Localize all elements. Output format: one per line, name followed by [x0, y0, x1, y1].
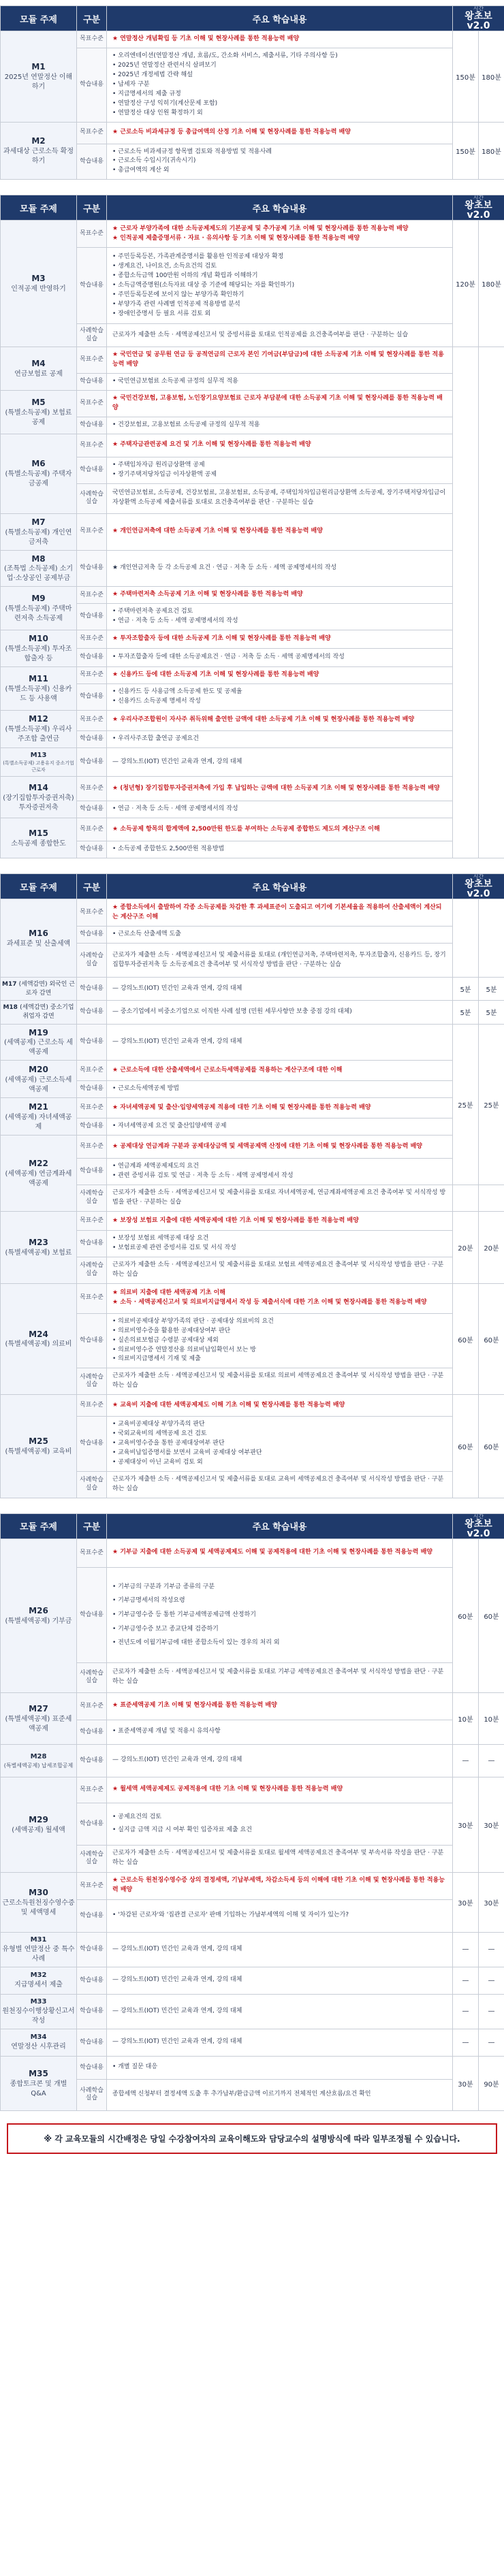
module-items: • 주민등록등본, 가족관계증명서를 활용한 인적공제 대상자 확정 • 생계요건, 나이요건, 소득요건의 검토 • 종합소득금액 100만원 이하의 개념 확립과 이해하기 • 소득금액증명원(소득자료 대상 중 기준에 해당되는 자를 확인하기) • 주민등록등본에 보이지 않는 부양가족 확인하기 • 부양가족 관련 사례별 인적공제 적용방법 분석 • 장애인증명서 등 필요 서류 검토 외: [107, 248, 453, 324]
curriculum-table-section-3: [0, 873, 504, 1498]
category-content: 학습내용: [77, 1967, 107, 1994]
module-title: M3 인적공제 반영하기: [1, 221, 77, 347]
module-title: M19 (세액공제) 근로소득 세액공제: [1, 1024, 77, 1061]
module-title: M6 (특별소득공제) 주택자금공제: [1, 434, 77, 513]
category-content: 학습내용: [77, 730, 107, 747]
module-practice: 근로자가 제출한 소득 · 세액공제신고서 및 제출서류를 토대로 기부금 세액공제요건 충족여부 및 서식작성 방법을 판단 · 구분하는 실습: [107, 1662, 453, 1692]
header-content: 주요 학습내용: [107, 874, 453, 899]
category-goal: 목표수준: [77, 777, 107, 801]
module-goal: ★ 공제대상 연금계좌 구분과 공제대상금액 및 세액공제액 산정에 대한 기초 이해 및 현장사례를 통한 적용능력 배양: [107, 1136, 453, 1159]
module-goal: • 개별 질문 대응: [107, 2056, 453, 2079]
module-items: • 오리엔테이션(연말정산 개념, 흐름/도, 간소화 서비스, 제출서류, 기타 주의사항 등) • 2025년 연말정산 관련서식 살펴보기 • 2025년 개정세법 간략 해설 • 납세자 구분 • 지급명세서의 제출 규정 • 연말정산 구성 익히기(계산문제 포함) • 연말정산 대상 인원 확정하기 외: [107, 48, 453, 122]
module-goal: ★ 기부금 지출에 대한 소득공제 및 세액공제제도 이해 및 공제적용에 대한 기초 이해 및 현장사례를 통한 적용능력 배양: [107, 1539, 453, 1567]
module-goal: ★ 종합소득에서 출발하여 각종 소득공제를 차감한 후 과세표준이 도출되고 여기에 기본세율을 적용하여 산출세액이 계산되는 계산구조 이해: [107, 899, 453, 927]
module-items: • 근로소득 비과세규정 항목별 검토와 적용방법 및 적용사례 • 근로소득 수입시기(귀속시기) • 총급여액의 계산 외: [107, 144, 453, 180]
module-practice: 근로자가 제출한 소득 · 세액공제신고서 및 제출서류를 토대로 (개인연금저축, 주택마련저축, 투자조합출자, 신용카드 등, 장기집합투자증권저축 등 소득공제요건 충족여부 및 서식작성 방법을 판단 · 구분하는 실습: [107, 944, 453, 978]
module-title: M4 연금보험료 공제: [1, 347, 77, 391]
header-content: 주요 학습내용: [107, 1513, 453, 1539]
category-content: 학습내용: [77, 841, 107, 858]
module-items: • 교육비공제대상 부양가족의 판단 • 국외교육비의 세액공제 요건 검토 • 교육비영수증을 통한 공제대상여부 판단 • 교육비납입증명서를 보면서 교육비 공제대상 여부판단 • 공제대상이 아닌 교육비 검토 외: [107, 1417, 453, 1472]
category-goal: 목표수준: [77, 513, 107, 550]
hours-a: [453, 899, 479, 978]
category-goal: 목표수준: [77, 1395, 107, 1417]
module-goal: ★ 신용카드 등에 대한 소득공제 기초 이해 및 현장사례를 통한 적용능력 배양: [107, 667, 453, 684]
module-items: • 공제요건의 검토 • 실지급 금액 지급 시 여부 확인 입증자료 제출 요건: [107, 1803, 453, 1845]
module-title: M22 (세액공제) 연금계좌세액공제: [1, 1136, 77, 1212]
module-goal: ★ 보장성 보험료 지출에 대한 세액공제에 대한 기초 이해 및 현장사례를 통한 적용능력 배양: [107, 1211, 453, 1230]
header-module: 모듈 주제: [1, 195, 77, 221]
category-goal: 목표수준: [77, 1098, 107, 1118]
module-items: • 보장성 보험료 세액공제 대상 요건 • 보험료공제 관련 증빙서류 검토 및 서식 작성: [107, 1230, 453, 1257]
module-goal: — 강의노트(IOT) 민간인 교육과 연계, 강의 대체: [107, 2029, 453, 2056]
module-goal: ★ 주택자금관련공제 요건 및 기초 이해 및 현장사례를 통한 적용능력 배양: [107, 434, 453, 457]
header-content: 주요 학습내용: [107, 6, 453, 31]
hours-a: 120분: [453, 221, 479, 347]
hours-a: 60분: [453, 1395, 479, 1498]
module-goal: ★ 근로자 부양가족에 대한 소득공제제도의 기본공제 및 추가공제 기초 이해 및 현장사례를 통한 적용능력 배양 ★ 인적공제 제출증명서류 · 자료 · 유의사항 등 기초 이해 및 현장사례를 통한 적용능력 배양: [107, 221, 453, 248]
category-goal: 목표수준: [77, 122, 107, 144]
module-goal: — 강의노트(IOT) 민간인 교육과 연계, 강의 대체: [107, 1024, 453, 1061]
hours-b: 60분: [479, 1539, 504, 1692]
module-goal: — 중소기업에서 비중소기업으로 이직한 사례 설명 (민원 세무사항만 보충 중점 강의 대체): [107, 1001, 453, 1024]
module-items: • 연금계좌 세액공제제도의 요건 • 관련 증빙서류 검토 및 연금 · 저축 등 소득 · 세액 공제명세서 작성: [107, 1159, 453, 1185]
hours-b: 180분: [479, 221, 504, 347]
hours-a: [453, 347, 479, 858]
hours-a: 30분: [453, 1872, 479, 1932]
module-title: M30 근로소득원천징수영수증 및 세액명세: [1, 1872, 77, 1932]
category-practice: 사례학습 실습: [77, 483, 107, 513]
module-items: • 주택마련저축 공제요건 검토 • 연금 · 저축 등 소득 · 세액 공제명세서의 작성: [107, 604, 453, 630]
module-title: M33 원천징수이행상황신고서 작성: [1, 1994, 77, 2029]
hours-b: —: [479, 1932, 504, 1967]
module-goal: — 강의노트(IOT) 민간인 교육과 연계, 강의 대체: [107, 1967, 453, 1994]
category-content: 학습내용: [77, 2029, 107, 2056]
category-practice: 사례학습 실습: [77, 1662, 107, 1692]
category-goal: 목표수준: [77, 1136, 107, 1159]
category-goal: 목표수준: [77, 1872, 107, 1899]
hours-b: 180분: [479, 122, 504, 180]
hours-b: —: [479, 1994, 504, 2029]
category-goal: 목표수준: [77, 1283, 107, 1313]
category-content: 학습내용: [77, 1994, 107, 2029]
hours-a: 60분: [453, 1539, 479, 1692]
category-content: 학습내용: [77, 1081, 107, 1098]
module-goal: ★ 국민건강보험, 고용보험, 노인장기요양보험료 근로자 부담분에 대한 소득공제 기초 이해 및 현장사례를 통한 적용능력 배양: [107, 391, 453, 417]
module-title: M27 (특별세액공제) 표준세액공제: [1, 1692, 77, 1744]
hours-b: 10분: [479, 1692, 504, 1744]
category-goal: 목표수준: [77, 818, 107, 841]
module-practice: 근로자가 제출한 소득 · 세액공제신고서 및 제출서류를 토대로 자녀세액공제, 연금계좌세액공제 요건 충족여부 및 서식작성 방법을 판단 · 구분하는 실습: [107, 1185, 453, 1212]
module-goal: ★ (청년형) 장기집합투자증권저축에 가입 후 납입하는 금액에 대한 소득공제 기초 이해 및 현장사례를 통한 적용능력 배양: [107, 777, 453, 801]
module-goal: ★ 근로소득 원천징수영수증 상의 결정세액, 기납부세액, 차감소득세 등의 이해에 대한 기초 이해 및 현장사례를 통한 적용능력 배양: [107, 1872, 453, 1899]
header-version: 시간 왕초보 v2.0: [453, 1513, 504, 1539]
category-content: 학습내용: [77, 1313, 107, 1368]
category-content: 학습내용: [77, 1744, 107, 1777]
module-title: M29 (세액공제) 월세액: [1, 1777, 77, 1872]
module-goal: ★ 투자조합출자 등에 대한 소득공제 기초 이해 및 현장사례를 통한 적용능력 배양: [107, 630, 453, 649]
hours-b: [479, 347, 504, 858]
module-items: • 근로소득세액공제 방법: [107, 1081, 453, 1098]
module-practice: 근로자가 제출한 소득 · 세액공제신고서 및 제출서류를 토대로 월세액 세액공제요건 충족여부 및 부속서류 작성을 판단 · 구분하는 실습: [107, 1845, 453, 1872]
module-title: M23 (특별세액공제) 보험료: [1, 1211, 77, 1283]
hours-b: 25분: [479, 1024, 504, 1185]
module-goal: ★ 소득공제 항목의 합계액에 2,500만원 한도를 부여하는 소득공제 종합한도 제도의 계산구조 이해: [107, 818, 453, 841]
category-practice: 사례학습 실습: [77, 1368, 107, 1395]
module-goal: — 강의노트(IOT) 민간인 교육과 연계, 강의 대체: [107, 1744, 453, 1777]
module-title: M1 2025년 연말정산 이해하기: [1, 31, 77, 123]
module-practice: 종합세액 신청부터 결정세액 도출 후 추가납부/환급금액 이르기까지 전체적인 계산흐름/요건 확인: [107, 2079, 453, 2110]
module-goal: — 강의노트(IOT) 민간인 교육과 연계, 강의 대체: [107, 1994, 453, 2029]
module-goal: ★ 교육비 지출에 대한 세액공제제도 이해 기초 이해 및 현장사례를 통한 적용능력 배양: [107, 1395, 453, 1417]
module-items: • 우리사주조합 출연금 공제요건: [107, 730, 453, 747]
category-content: 학습내용: [77, 2056, 107, 2079]
category-content: 학습내용: [77, 417, 107, 434]
module-title: M25 (특별세액공제) 교육비: [1, 1395, 77, 1498]
category-content: 학습내용: [77, 1567, 107, 1662]
hours-b: 30분: [479, 1777, 504, 1872]
module-title: M13 (특별소득공제) 고용유지 중소기업 근로자: [1, 747, 77, 777]
hours-b: —: [479, 2029, 504, 2056]
category-practice: 사례학습 실습: [77, 1845, 107, 1872]
module-items: • 기부금의 구분과 기부금 종류의 구분 • 기부금명세서의 작성요령 • 기부금영수증 등 통한 기부금세액공제금액 산정하기 • 기부금영수증 보고 종교단체 검증하기 • 전년도에 이월기부금에 대한 종합소득이 있는 경우의 처리 외: [107, 1567, 453, 1662]
category-content: 학습내용: [77, 374, 107, 391]
category-content: 학습내용: [77, 1932, 107, 1967]
hours-b: 180분: [479, 31, 504, 123]
module-goal: ★ 표준세액공제 기초 이해 및 현장사례를 통한 적용능력 배양: [107, 1692, 453, 1720]
hours-b: [479, 1185, 504, 1212]
hours-a: 60분: [453, 1283, 479, 1395]
module-title: M5 (특별소득공제) 보험료공제: [1, 391, 77, 434]
module-goal: ★ 근로소득 비과세규정 등 총급여액의 산정 기초 이해 및 현장사례를 통한 적용능력 배양: [107, 122, 453, 144]
module-items: • 자녀세액공제 요건 및 출산입양세액 공제: [107, 1118, 453, 1136]
module-title: M20 (세액공제) 근로소득세액공제: [1, 1061, 77, 1098]
module-goal: ★ 개인연금저축에 대한 소득공제 기초 이해 및 현장사례를 통한 적용능력 배양: [107, 513, 453, 550]
module-goal: ★ 의료비 지출에 대한 세액공제 기초 이해 ★ 소득 · 세액공제신고서 및 의료비지급명세서 작성 등 제출서식에 대한 기초 이해 및 현장사례를 통한 적용능력 배양: [107, 1283, 453, 1313]
module-goal: ★ 우리사주조합원이 자사주 취득위해 출연한 금액에 대한 소득공제 기초 이해 및 현장사례를 통한 적용능력 배양: [107, 710, 453, 730]
category-goal: 목표수준: [77, 587, 107, 604]
hours-a: 30분: [453, 1777, 479, 1872]
module-items: • '차감된 근로자'와 '집관결 근로자' 판매 기입하는 가남부세액의 이해 및 자이가 있는가?: [107, 1899, 453, 1932]
hours-b: —: [479, 1744, 504, 1777]
module-practice: 근로자가 제출한 소득 · 세액공제신고서 및 제출서류를 토대로 보험료 세액공제요건 충족여부 및 서식작성 방법을 판단 · 구분하는 실습: [107, 1257, 453, 1283]
module-title: M8 (조특법 소득공제) 소기업·소상공인 공제부금: [1, 550, 77, 587]
category-goal: 목표수준: [77, 1539, 107, 1567]
table-header: [1, 6, 504, 31]
module-title: M35 종합토크콘 및 개별 Q&A: [1, 2056, 77, 2110]
hours-a: 30분: [453, 2056, 479, 2110]
hours-a: 5분: [453, 978, 479, 1001]
category-content: 학습내용: [77, 1159, 107, 1185]
header-content: 주요 학습내용: [107, 195, 453, 221]
module-goal: ★ 국민연금 및 공무원 연금 등 공적연금의 근로자 본인 기여금(부담금)에 대한 소득공제 기초 이해 및 현장사례를 통한 적용능력 배양: [107, 347, 453, 374]
hours-a: —: [453, 1994, 479, 2029]
module-goal: ★ 연말정산 개념확립 등 기초 이해 및 현장사례를 통한 적용능력 배양: [107, 31, 453, 48]
curriculum-table-section-4: [0, 1513, 504, 2111]
module-goal: ★ 주택마련저축 소득공제 기초 이해 및 현장사례를 통한 적용능력 배양: [107, 587, 453, 604]
module-items: • 주택임차자금 원리금상환액 공제 • 장기주택저당차입금 이자상환액 공제: [107, 457, 453, 483]
category-goal: 목표수준: [77, 347, 107, 374]
hours-a: —: [453, 2029, 479, 2056]
module-title: M11 (특별소득공제) 신용카드 등 사용액: [1, 667, 77, 711]
module-title: M15 소득공제 종합한도: [1, 818, 77, 858]
header-module: 모듈 주제: [1, 6, 77, 31]
module-row: [1, 122, 504, 144]
hours-a: 150분: [453, 31, 479, 123]
category-goal: 목표수준: [77, 391, 107, 417]
module-title: M26 (특별세액공제) 기부금: [1, 1539, 77, 1692]
hours-a: 20분: [453, 1211, 479, 1283]
hours-b: 60분: [479, 1283, 504, 1395]
module-goal: — 강의노트(IOT) 민간인 교육과 연계, 강의 대체: [107, 978, 453, 1001]
hours-a: —: [453, 1744, 479, 1777]
category-content: 학습내용: [77, 1118, 107, 1136]
category-content: 학습내용: [77, 457, 107, 483]
category-content: 학습내용: [77, 248, 107, 324]
category-content: 학습내용: [77, 1720, 107, 1744]
module-items: • 신용카드 등 사용금액 소득공제 한도 및 공제율 • 신용카드 소득공제 명세서 작성: [107, 683, 453, 710]
module-title: M9 (특별소득공제) 주택마련저축 소득공제: [1, 587, 77, 630]
category-content: 학습내용: [77, 747, 107, 777]
hours-a: 10분: [453, 1692, 479, 1744]
module-title: M24 (특별세액공제) 의료비: [1, 1283, 77, 1395]
hours-a: [453, 1185, 479, 1212]
hours-b: —: [479, 1967, 504, 1994]
hours-a: —: [453, 1932, 479, 1967]
module-title: M2 과세대상 근로소득 확정하기: [1, 122, 77, 180]
module-goal: — 강의노트(IOT) 민간인 교육과 연계, 강의 대체: [107, 747, 453, 777]
category-practice: 사례학습 실습: [77, 1471, 107, 1498]
table-header: [1, 874, 504, 899]
category-content: 학습내용: [77, 1417, 107, 1472]
module-goal: ★ 근로소득에 대한 산출세액에서 근로소득세액공제를 적용하는 계산구조에 대한 이해: [107, 1061, 453, 1081]
category-goal: 목표수준: [77, 1692, 107, 1720]
header-version: 시간 왕초보 v2.0: [453, 874, 504, 899]
category-practice: 사례학습 실습: [77, 1185, 107, 1212]
category-content: 학습내용: [77, 1230, 107, 1257]
category-content: 학습내용: [77, 801, 107, 818]
module-items: • 의료비공제대상 부양가족의 판단 · 공제대상 의료비의 요건 • 의료비영수증을 활용한 공제대상여부 판단 • 실손의료보험금 수령분 공제대상 제외 • 의료비영수증 연말정산용 의료비납입확인서 보는 방 • 의료비지급명세서 기재 및 제출: [107, 1313, 453, 1368]
module-practice: 근로자가 제출한 소득 · 세액공제신고서 및 증빙서류를 토대로 인적공제를 요건충족여부를 판단 · 구분하는 실습: [107, 324, 453, 347]
module-title: M32 지급명세서 제출: [1, 1967, 77, 1994]
category-goal: 목표수준: [77, 1061, 107, 1081]
module-title: M18 (세액감면) 중소기업취업자 감면: [1, 1001, 77, 1024]
category-content: 학습내용: [77, 48, 107, 122]
module-practice: 근로자가 제출한 소득 · 세액공제신고서 및 제출서류를 토대로 의료비 세액공제요건 충족여부 및 서식작성 방법을 판단 · 구분하는 실습: [107, 1368, 453, 1395]
category-goal: 목표수준: [77, 221, 107, 248]
category-goal: 목표수준: [77, 630, 107, 649]
hours-b: 5분: [479, 978, 504, 1001]
hours-b: 20분: [479, 1211, 504, 1283]
category-content: 학습내용: [77, 1024, 107, 1061]
header-category: 구분: [77, 1513, 107, 1539]
hours-b: [479, 899, 504, 978]
category-goal: 목표수준: [77, 31, 107, 48]
hours-a: 5분: [453, 1001, 479, 1024]
category-content: 학습내용: [77, 927, 107, 944]
category-content: 학습내용: [77, 1803, 107, 1845]
table-header: [1, 1513, 504, 1539]
module-items: • 소득공제 종합한도 2,500만원 적용방법: [107, 841, 453, 858]
category-content: 학습내용: [77, 604, 107, 630]
category-content: 학습내용: [77, 550, 107, 587]
curriculum-table-section-2: [0, 195, 504, 858]
hours-b: 60분: [479, 1395, 504, 1498]
module-title: M7 (특별소득공제) 개인연금저축: [1, 513, 77, 550]
category-goal: 목표수준: [77, 899, 107, 927]
header-version: 시간 왕초보 v2.0: [453, 6, 504, 31]
header-category: 구분: [77, 6, 107, 31]
module-goal: — 강의노트(IOT) 민간인 교육과 연계, 강의 대체: [107, 1932, 453, 1967]
module-title: M28 (특별세액공제) 납세조합공제: [1, 1744, 77, 1777]
header-version: 시간 왕초보 v2.0: [453, 195, 504, 221]
category-content: 학습내용: [77, 1001, 107, 1024]
category-practice: 사례학습 실습: [77, 1257, 107, 1283]
hours-a: 150분: [453, 122, 479, 180]
module-items: • 표준세액공제 개념 및 적용시 유의사항: [107, 1720, 453, 1744]
category-practice: 사례학습 실습: [77, 2079, 107, 2110]
module-practice: 근로자가 제출한 소득 · 세액공제신고서 및 제출서류를 토대로 교육비 세액공제요건 충족여부 및 서식작성 방법을 판단 · 구분하는 실습: [107, 1471, 453, 1498]
module-items: • 국민연금보험료 소득공제 규정의 실무적 적용: [107, 374, 453, 391]
category-content: 학습내용: [77, 649, 107, 667]
module-title: M34 연말정산 시후관리: [1, 2029, 77, 2056]
header-module: 모듈 주제: [1, 1513, 77, 1539]
category-goal: 목표수준: [77, 710, 107, 730]
module-title: M31 유형별 연말정산 중 특수사례: [1, 1932, 77, 1967]
hours-b: 5분: [479, 1001, 504, 1024]
hours-b: 30분: [479, 1872, 504, 1932]
curriculum-table-section-1: [0, 5, 504, 180]
module-goal: ★ 개인연금저축 등 각 소득공제 요건 · 연금 · 저축 등 소득 · 세액 공제명세서의 작성: [107, 550, 453, 587]
category-content: 학습내용: [77, 144, 107, 180]
module-title: M16 과세표준 및 산출세액: [1, 899, 77, 978]
module-practice: 국민연금보험료, 소득공제, 건강보험료, 고용보험료, 소득공제, 주택임차차입금원리금상환액 소득공제, 장기주택저당차입금이자상환액 소득공제 제출서류를 토대로 요건충족여부를 판단 · 구분하는 실습: [107, 483, 453, 513]
hours-a: —: [453, 1967, 479, 1994]
module-items: • 근로소득 산출세액 도출: [107, 927, 453, 944]
category-content: 학습내용: [77, 1899, 107, 1932]
category-practice: 사례학습 실습: [77, 944, 107, 978]
module-title: M12 (특별소득공제) 우리사주조합 출연금: [1, 710, 77, 747]
header-category: 구분: [77, 874, 107, 899]
category-content: 학습내용: [77, 683, 107, 710]
category-goal: 목표수준: [77, 667, 107, 684]
module-items: • 투자조합출자 등에 대한 소득공제요건 · 연금 · 저축 등 소득 · 세액 공제명세서의 작성: [107, 649, 453, 667]
module-items: • 건강보험료, 고용보험료 소득공제 규정의 실무적 적용: [107, 417, 453, 434]
hours-b: 90분: [479, 2056, 504, 2110]
module-items: • 연금 · 저축 등 소득 · 세액 공제명세서의 작성: [107, 801, 453, 818]
module-row: [1, 31, 504, 48]
hours-a: 25분: [453, 1024, 479, 1185]
module-goal: ★ 자녀세액공제 및 출산·입양세액공제 적용에 대한 기초 이해 및 현장사례를 통한 적용능력 배양: [107, 1098, 453, 1118]
module-title: M10 (특별소득공제) 투자조합출자 등: [1, 630, 77, 667]
module-title: M17 (세액감면) 외국인 근로자 감면: [1, 978, 77, 1001]
category-goal: 목표수준: [77, 434, 107, 457]
category-goal: 목표수준: [77, 1777, 107, 1803]
header-module: 모듈 주제: [1, 874, 77, 899]
module-title: M21 (세액공제) 자녀세액공제: [1, 1098, 77, 1136]
footer-note: ※ 각 교육모듈의 시간배정은 당일 수강참여자의 교육이해도와 담당교수의 설명방식에 따라 일부조정될 수 있습니다.: [7, 2123, 497, 2154]
category-content: 학습내용: [77, 978, 107, 1001]
module-title: M14 (장기집합투자증권저축) 투자증권저축: [1, 777, 77, 818]
header-category: 구분: [77, 195, 107, 221]
module-goal: ★ 월세액 세액공제제도 공제적용에 대한 기초 이해 및 현장사례를 통한 적용능력 배양: [107, 1777, 453, 1803]
category-practice: 사례학습 실습: [77, 324, 107, 347]
table-header: [1, 195, 504, 221]
category-goal: 목표수준: [77, 1211, 107, 1230]
